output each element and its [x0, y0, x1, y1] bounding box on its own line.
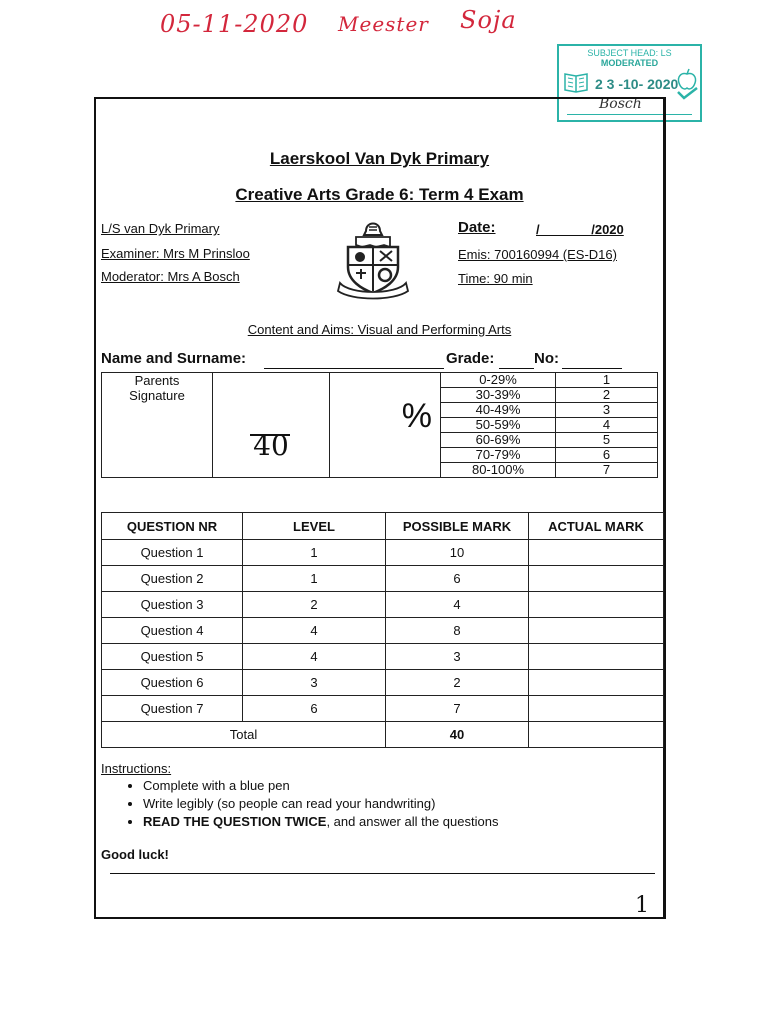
instruction-rest: , and answer all the questions [326, 814, 499, 829]
header-level: LEVEL [243, 513, 386, 540]
percent-sign: % [401, 397, 432, 435]
handwritten-moderator-note: Meester [338, 12, 429, 36]
instructions-list [101, 778, 498, 829]
page-number: 1 [635, 893, 649, 918]
question-nr: Question 7 [102, 696, 243, 722]
footer-divider [110, 873, 655, 874]
band-level: 1 [556, 373, 658, 388]
possible-mark: 4 [386, 592, 529, 618]
question-level: 1 [243, 540, 386, 566]
actual-mark-cell[interactable] [529, 618, 664, 644]
instructions-heading: Instructions: [101, 761, 172, 776]
school-title: Laerskool Van Dyk Primary [269, 149, 490, 168]
school-short-name: L/S van Dyk Primary [101, 221, 220, 236]
instruction-item: • Write legibly (so people can read your handwriting) [143, 796, 498, 811]
actual-mark-cell[interactable] [529, 696, 664, 722]
content-and-aims: Content and Aims: Visual and Performing Arts [247, 322, 512, 337]
band-range: 40-49% [441, 403, 556, 418]
band-level: 6 [556, 448, 658, 463]
grade-label: Grade: [446, 350, 495, 367]
band-level: 2 [556, 388, 658, 403]
total-row [102, 722, 664, 748]
question-level: 6 [243, 696, 386, 722]
table-row [102, 618, 664, 644]
table-row [102, 540, 664, 566]
signature-label: Signature [129, 388, 185, 403]
actual-mark-cell[interactable] [529, 644, 664, 670]
exam-title: Creative Arts Grade 6: Term 4 Exam [235, 185, 524, 204]
date-field[interactable]: / /2020 [536, 222, 624, 237]
band-range: 60-69% [441, 433, 556, 448]
parents-label: Parents [134, 373, 180, 388]
possible-mark: 10 [386, 540, 529, 566]
name-surname-label: Name and Surname: [101, 350, 247, 367]
score-summary-table [101, 372, 658, 478]
band-range: 30-39% [441, 388, 556, 403]
band-level: 3 [556, 403, 658, 418]
parents-signature-cell[interactable] [102, 373, 213, 478]
moderator-name: Moderator: Mrs A Bosch [101, 269, 240, 284]
question-level: 3 [243, 670, 386, 696]
table-row [102, 696, 664, 722]
school-crest-icon [336, 217, 410, 301]
band-range: 70-79% [441, 448, 556, 463]
header-possible-mark: POSSIBLE MARK [386, 513, 529, 540]
actual-mark-cell[interactable] [529, 540, 664, 566]
number-label: No: [534, 350, 559, 367]
table-row [102, 592, 664, 618]
band-level: 4 [556, 418, 658, 433]
examiner-name: Examiner: Mrs M Prinsloo [101, 246, 250, 261]
instruction-item: • Complete with a blue pen [143, 778, 498, 793]
exam-time: Time: 90 min [458, 271, 533, 286]
possible-mark: 7 [386, 696, 529, 722]
good-luck-text: Good luck! [101, 847, 169, 862]
question-nr: Question 3 [102, 592, 243, 618]
number-line[interactable] [562, 368, 622, 369]
stamp-signature: Bosch [599, 96, 642, 112]
table-row [102, 644, 664, 670]
band-level: 7 [556, 463, 658, 478]
band-range: 50-59% [441, 418, 556, 433]
percentage-cell[interactable] [330, 373, 441, 478]
band-level: 5 [556, 433, 658, 448]
possible-mark: 8 [386, 618, 529, 644]
emis-number: Emis: 700160994 (ES-D16) [458, 247, 617, 262]
table-row [102, 566, 664, 592]
instruction-item [143, 814, 498, 829]
band-range: 0-29% [441, 373, 556, 388]
table-row [102, 670, 664, 696]
band-range: 80-100% [441, 463, 556, 478]
stamp-moderated: MODERATED [600, 58, 659, 68]
possible-mark: 3 [386, 644, 529, 670]
question-level: 2 [243, 592, 386, 618]
header-question-nr: QUESTION NR [102, 513, 243, 540]
instruction-emphasis: READ THE QUESTION TWICE [143, 814, 327, 829]
date-label: Date: [458, 219, 496, 236]
question-level: 4 [243, 644, 386, 670]
apple-check-icon [675, 68, 699, 100]
actual-mark-cell[interactable] [529, 566, 664, 592]
actual-mark-cell[interactable] [529, 670, 664, 696]
question-nr: Question 1 [102, 540, 243, 566]
name-line[interactable] [264, 368, 444, 369]
stamp-subject-head: SUBJECT HEAD: LS [587, 48, 672, 58]
question-level: 4 [243, 618, 386, 644]
question-marks-table [101, 512, 664, 748]
header-actual-mark: ACTUAL MARK [529, 513, 664, 540]
question-nr: Question 2 [102, 566, 243, 592]
total-actual-mark-cell[interactable] [529, 722, 664, 748]
total-marks-cell[interactable] [213, 373, 330, 478]
grade-line[interactable] [499, 368, 534, 369]
total-marks: 40 [253, 429, 289, 462]
stamp-date: 2 3 -10- 2020 [595, 76, 679, 92]
exam-cover-page [94, 97, 666, 919]
possible-mark: 6 [386, 566, 529, 592]
question-nr: Question 4 [102, 618, 243, 644]
instructions-block [101, 761, 498, 832]
handwritten-date: 05-11-2020 [160, 10, 309, 38]
total-possible-mark: 40 [386, 722, 529, 748]
handwritten-initial: Soja [460, 6, 517, 34]
possible-mark: 2 [386, 670, 529, 696]
question-nr: Question 5 [102, 644, 243, 670]
question-level: 1 [243, 566, 386, 592]
total-label: Total [102, 722, 386, 748]
actual-mark-cell[interactable] [529, 592, 664, 618]
book-icon [563, 72, 589, 94]
question-nr: Question 6 [102, 670, 243, 696]
